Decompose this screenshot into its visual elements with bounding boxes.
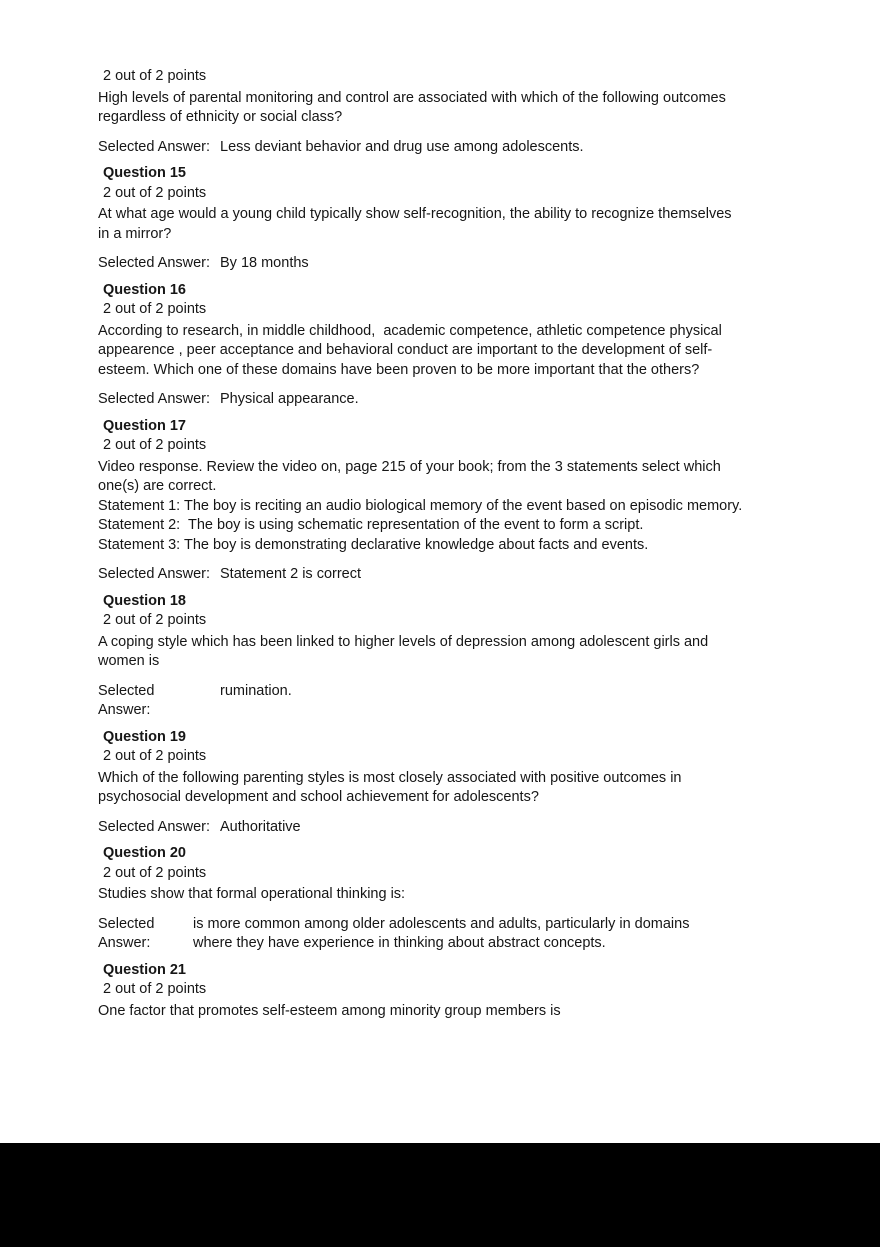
quiz-review-document <box>98 67 880 1021</box>
question-text-line: Studies show that formal operational thinking is: <box>98 886 406 902</box>
selected-answer-label-line: Selected Answer: <box>98 391 211 407</box>
question-text-line: regardless of ethnicity or social class? <box>98 109 343 125</box>
question-text-line: esteem. Which one of these domains have been proven to be more important that the others? <box>98 361 700 378</box>
selected-answer-label-line: Selected Answer: <box>98 255 211 271</box>
question-block <box>98 961 880 1022</box>
question-text-line: At what age would a young child typically show self-recognition, the ability to recognize themselves <box>98 206 732 222</box>
selected-answer-label <box>98 254 220 274</box>
selected-answer-row <box>98 915 880 954</box>
selected-answer-value <box>220 254 309 274</box>
selected-answer-label <box>98 818 220 838</box>
question-block <box>98 67 880 157</box>
question-text-line: Which of the following parenting styles is most closely associated with positive outcomes in <box>98 769 682 786</box>
question-text <box>98 769 880 808</box>
question-text-line: Video response. Review the video on, page 215 of your book; from the 3 statements select which <box>98 458 721 475</box>
question-points: 2 out of 2 points <box>103 301 207 317</box>
question-block <box>98 844 880 954</box>
selected-answer-value-line: Less deviant behavior and drug use among adolescents. <box>220 138 584 155</box>
selected-answer-label-line: Selected Answer: <box>98 138 211 155</box>
selected-answer-value <box>220 818 301 838</box>
footer-black-bar <box>0 1143 880 1247</box>
selected-answer-label-line: Selected Answer: <box>98 566 211 582</box>
question-text-line: in a mirror? <box>98 225 172 242</box>
question-text-line: Statement 3: The boy is demonstrating declarative knowledge about facts and events. <box>98 536 649 553</box>
question-text-line: According to research, in middle childhood, academic competence, athletic competence physical <box>98 322 722 339</box>
question-block <box>98 592 880 721</box>
question-block <box>98 417 880 585</box>
question-points: 2 out of 2 points <box>103 68 207 84</box>
selected-answer-label-line: Selected <box>98 915 155 932</box>
question-text-line: High levels of parental monitoring and control are associated with which of the following outcomes <box>98 89 726 106</box>
question-text-line: One factor that promotes self-esteem among minority group members is <box>98 1002 561 1019</box>
selected-answer-row <box>98 682 880 721</box>
question-block <box>98 164 880 274</box>
selected-answer-label <box>98 565 220 585</box>
question-header: Question 21 <box>103 961 186 978</box>
question-points: 2 out of 2 points <box>103 748 207 764</box>
question-points: 2 out of 2 points <box>103 437 207 453</box>
selected-answer-value-line: Statement 2 is correct <box>220 566 362 582</box>
selected-answer-value-line: By 18 months <box>220 255 309 271</box>
selected-answer-value-line: is more common among older adolescents and adults, particularly in domains <box>193 915 690 932</box>
question-points: 2 out of 2 points <box>103 612 207 628</box>
selected-answer-label-line: Answer: <box>98 702 151 718</box>
question-header: Question 16 <box>103 281 186 298</box>
question-block <box>98 281 880 410</box>
selected-answer-value-line: where they have experience in thinking about abstract concepts. <box>193 935 606 951</box>
selected-answer-label-line: Selected Answer: <box>98 818 211 835</box>
selected-answer-label <box>98 390 220 410</box>
selected-answer-row <box>98 818 880 838</box>
question-header: Question 18 <box>103 592 186 609</box>
question-text-line: appearence , peer acceptance and behavioral conduct are important to the development of self- <box>98 342 713 358</box>
question-text <box>98 458 880 556</box>
question-text <box>98 1002 880 1022</box>
question-text-line: A coping style which has been linked to higher levels of depression among adolescent girls and <box>98 633 709 650</box>
question-text <box>98 633 880 672</box>
question-header: Question 15 <box>103 165 186 181</box>
question-header: Question 17 <box>103 417 186 434</box>
question-points: 2 out of 2 points <box>103 864 207 881</box>
question-points: 2 out of 2 points <box>103 981 207 997</box>
selected-answer-value <box>220 390 359 410</box>
question-block <box>98 728 880 838</box>
selected-answer-value-line: Physical appearance. <box>220 391 359 407</box>
question-text-line: Statement 1: The boy is reciting an audio biological memory of the event based on episodic memory. <box>98 497 743 514</box>
question-text <box>98 205 880 244</box>
selected-answer-value <box>220 682 292 702</box>
selected-answer-label <box>98 138 220 158</box>
question-points: 2 out of 2 points <box>103 184 207 201</box>
selected-answer-value-line: Authoritative <box>220 818 301 835</box>
selected-answer-row <box>98 390 880 410</box>
selected-answer-value <box>193 915 689 954</box>
selected-answer-row <box>98 138 880 158</box>
question-text <box>98 322 880 381</box>
selected-answer-label <box>98 915 193 954</box>
selected-answer-label-line: Selected <box>98 682 155 699</box>
selected-answer-value <box>220 138 584 158</box>
selected-answer-label-line: Answer: <box>98 935 151 951</box>
question-text-line: one(s) are correct. <box>98 478 217 494</box>
question-text <box>98 89 880 128</box>
selected-answer-row <box>98 254 880 274</box>
selected-answer-label <box>98 682 220 721</box>
question-text <box>98 885 880 905</box>
question-text-line: psychosocial development and school achievement for adolescents? <box>98 789 539 805</box>
question-text-line: Statement 2: The boy is using schematic representation of the event to form a script. <box>98 517 644 533</box>
selected-answer-value-line: rumination. <box>220 682 292 699</box>
selected-answer-row <box>98 565 880 585</box>
selected-answer-value <box>220 565 361 585</box>
question-header: Question 19 <box>103 728 186 745</box>
question-header: Question 20 <box>103 845 186 861</box>
question-text-line: women is <box>98 653 160 669</box>
